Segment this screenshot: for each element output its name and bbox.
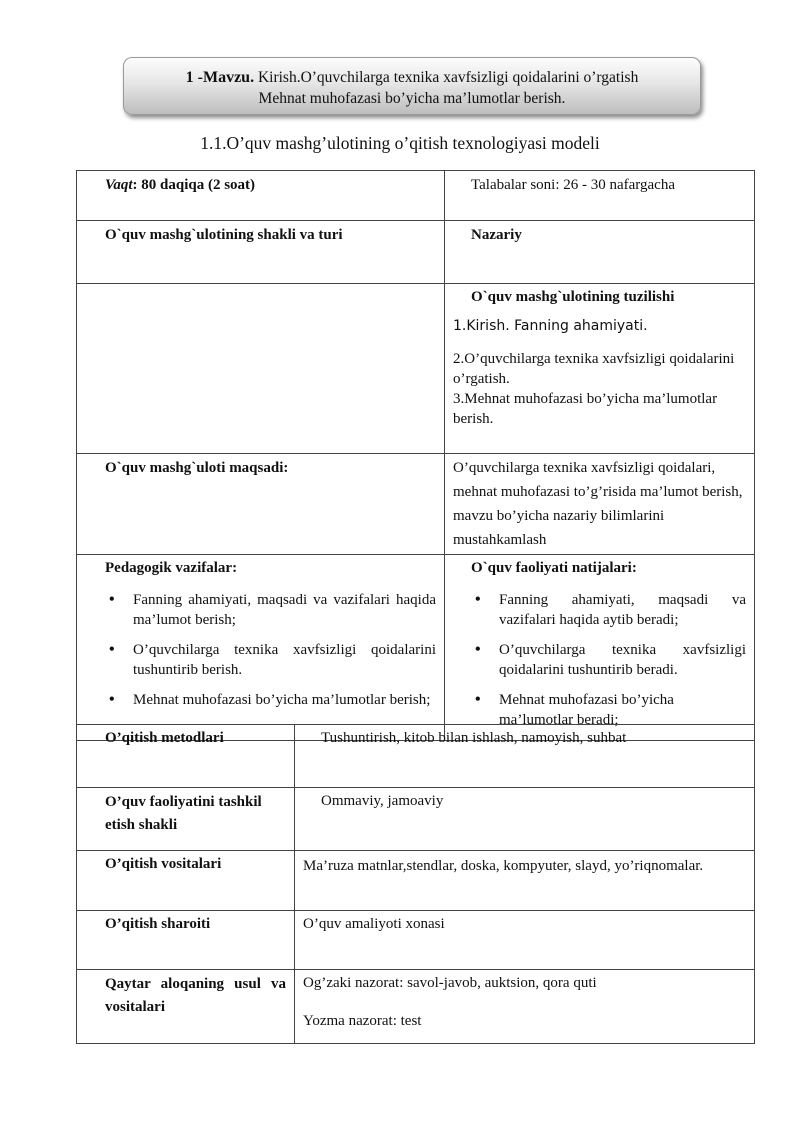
list-item: • O’quvchilarga texnika xavfsizligi qoidalarini tushuntirib beradi. (471, 640, 746, 680)
methods-row (77, 725, 755, 788)
pedagogical-tasks-heading: Pedagogik vazifalar: (105, 560, 238, 576)
tools-label: O’qitish vositalari (77, 851, 295, 911)
structure-cell (445, 284, 755, 454)
topic-title-line2: Mehnat muhofazasi bo’yicha ma’lumotlar berish. (258, 90, 566, 107)
list-item: • Fanning ahamiyati, maqsadi va vazifalari haqida ma’lumot berish; (105, 590, 436, 630)
feedback-label: Qaytar aloqaning usul va vositalari (77, 970, 295, 1044)
structure-item-2: 2.O’quvchilarga texnika xavfsizligi qoidalarini o’rgatish. (453, 351, 735, 387)
topic-banner (123, 57, 701, 115)
results-cell (445, 555, 755, 741)
list-item: • Mehnat muhofazasi bo’yicha ma’lumotlar berish; (105, 690, 436, 710)
methods-label: O’qitish metodlari (77, 725, 295, 788)
time-label: Vaqt (105, 177, 133, 193)
organization-label: O’quv faoliyatini tashkil etish shakli (77, 788, 295, 851)
form-value: Nazariy (445, 221, 755, 284)
tools-row (77, 851, 755, 911)
tasks-row (77, 555, 755, 741)
feedback-cell (295, 970, 755, 1044)
goal-value: O’quvchilarga texnika xavfsizligi qoidalari, mehnat muhofazasi to’g’risida ma’lumot berish, mavzu bo’yicha nazariy bilimlarini mustahkamlash (445, 454, 755, 555)
results-list (471, 590, 746, 730)
conditions-value: O’quv amaliyoti xonasi (295, 911, 755, 970)
conditions-row (77, 911, 755, 970)
form-label: O`quv mashg`ulotining shakli va turi (77, 221, 445, 284)
pedagogical-tasks-list (105, 590, 436, 710)
form-row (77, 221, 755, 284)
pedagogical-tasks-cell (77, 555, 445, 741)
model-table-bottom (76, 724, 755, 1044)
topic-number: 1 -Mavzu. (185, 69, 255, 86)
methods-value: Tushuntirish, kitob bilan ishlash, namoyish, suhbat (295, 725, 755, 788)
topic-title-line1: Kirish.O’quvchilarga texnika xavfsizligi qoidalarini o’rgatish (257, 69, 639, 86)
list-item: • Fanning ahamiyati, maqsadi va vazifalari haqida aytib beradi; (471, 590, 746, 630)
structure-heading: O`quv mashg`ulotining tuzilishi (471, 289, 675, 305)
time-value: : 80 daqiqa (2 soat) (132, 177, 256, 193)
organization-value: Ommaviy, jamoaviy (295, 788, 755, 851)
feedback-oral: Og’zaki nazorat: savol-javob, auktsion, qora quti (303, 975, 597, 991)
list-item: • Mehnat muhofazasi bo’yicha ma’lumotlar beradi; (471, 690, 746, 730)
structure-item-3: 3.Mehnat muhofazasi bo’yicha ma’lumotlar berish. (453, 391, 718, 427)
tools-value: Ma’ruza matnlar,stendlar, doska, kompyuter, slayd, yo’riqnomalar. (295, 851, 755, 911)
structure-row (77, 284, 755, 454)
students-count: Talabalar soni: 26 - 30 nafargacha (445, 171, 755, 221)
time-cell (77, 171, 445, 221)
goal-label: O`quv mashg`uloti maqsadi: (77, 454, 445, 555)
time-row (77, 171, 755, 221)
organization-row (77, 788, 755, 851)
results-heading: O`quv faoliyati natijalari: (471, 560, 637, 576)
feedback-written: Yozma nazorat: test (303, 1013, 422, 1029)
list-item: • O’quvchilarga texnika xavfsizligi qoidalarini tushuntirib berish. (105, 640, 436, 680)
model-subtitle: 1.1.O’quv mashg’ulotining o’qitish texnologiyasi modeli (200, 133, 600, 153)
goal-row (77, 454, 755, 555)
feedback-row (77, 970, 755, 1044)
conditions-label: O’qitish sharoiti (77, 911, 295, 970)
structure-empty-cell (77, 284, 445, 454)
model-table-top (76, 170, 755, 741)
structure-item-1: 1.Kirish. Fanning ahamiyati. (453, 318, 648, 334)
